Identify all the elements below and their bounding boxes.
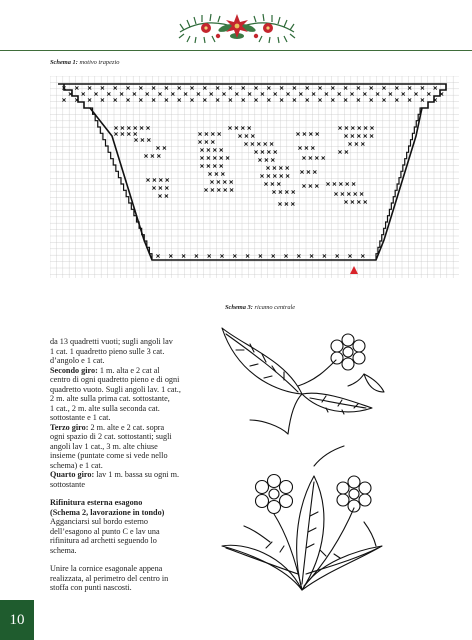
- final-line: realizzata, al perimetro del centro in: [50, 573, 169, 583]
- lower-flower-motif: [222, 446, 382, 590]
- secondo-giro-line: 1 cat., 2 m. alte sulla seconda cat.: [50, 403, 160, 413]
- schema-3-label: Schema 3:: [225, 304, 253, 311]
- terzo-giro-line: Terzo giro: 2 m. alte e 2 cat. sopra: [50, 422, 165, 432]
- page-number: 10: [0, 600, 34, 640]
- final-line: Unire la cornice esagonale appena: [50, 564, 163, 573]
- schema-1-label: Schema 1:: [50, 59, 78, 66]
- secondo-giro-line: 2 m. alte sulla prima cat. sottostante,: [50, 394, 170, 403]
- rifinitura-heading: Rifinitura esterna esagono: [50, 498, 143, 507]
- secondo-giro-line: quadretto vuoto. Sugli angoli lav. 1 cat.,: [50, 384, 181, 394]
- rifinitura-line: rifinitura ad archetti seguendo lo: [50, 536, 157, 545]
- schema-3-caption: [225, 304, 295, 311]
- rifinitura-heading: (Schema 2, lavorazione in tondo): [50, 507, 165, 517]
- schema-1-title: motivo trapezio: [79, 59, 120, 66]
- schema-3-title: ricamo centrale: [254, 304, 296, 311]
- secondo-giro-line: sottostante e 1 cat.: [50, 413, 111, 422]
- red-start-marker: [350, 266, 358, 274]
- filet-crochet-chart: [50, 76, 459, 278]
- paragraph-1-line: 1 cat. 1 quadretto pieno sulle 3 cat.: [50, 346, 165, 356]
- quarto-giro-line: Quarto giro: lav 1 m. bassa su ogni m.: [50, 470, 180, 479]
- final-line: stoffa con punti nascosti.: [50, 583, 132, 592]
- terzo-giro-line: schema) e 1 cat.: [50, 460, 103, 470]
- secondo-giro-line: centro di ogni quadretto pieno e di ogni: [50, 375, 180, 384]
- schema-1-caption: [50, 59, 119, 66]
- upper-flower-motif: [222, 328, 384, 434]
- rifinitura-line: Agganciarsi sul bordo esterno: [50, 517, 148, 526]
- quarto-giro-label: Quarto giro:: [50, 470, 95, 479]
- paragraph-1-line: d’angolo e 1 cat.: [50, 356, 105, 365]
- instructions-text: [50, 337, 210, 593]
- terzo-giro-line: ogni spazio di 2 cat. sottostanti; sugli: [50, 432, 172, 441]
- rifinitura-line: schema.: [50, 545, 77, 555]
- flower-embroidery-drawing: [214, 316, 390, 598]
- secondo-giro-label: Secondo giro:: [50, 365, 98, 375]
- secondo-giro-line: Secondo giro: 1 m. alta e 2 cat al: [50, 365, 160, 375]
- rifinitura-line: dell’esagono al punto C e lav una: [50, 526, 160, 536]
- header-rule: [0, 50, 472, 51]
- christmas-garland-illustration: [176, 6, 298, 50]
- chart-grid-lines: [50, 76, 459, 278]
- terzo-giro-line: insieme (puntate come si vede nello: [50, 451, 168, 460]
- terzo-giro-line: angoli lav 1 cat., 3 m. alte chiuse: [50, 441, 158, 451]
- quarto-giro-line: sottostante: [50, 479, 86, 489]
- terzo-giro-label: Terzo giro:: [50, 422, 89, 432]
- chart-stepped-edges: [90, 108, 422, 260]
- paragraph-1-line: da 13 quadretti vuoti; sugli angoli lav: [50, 337, 173, 346]
